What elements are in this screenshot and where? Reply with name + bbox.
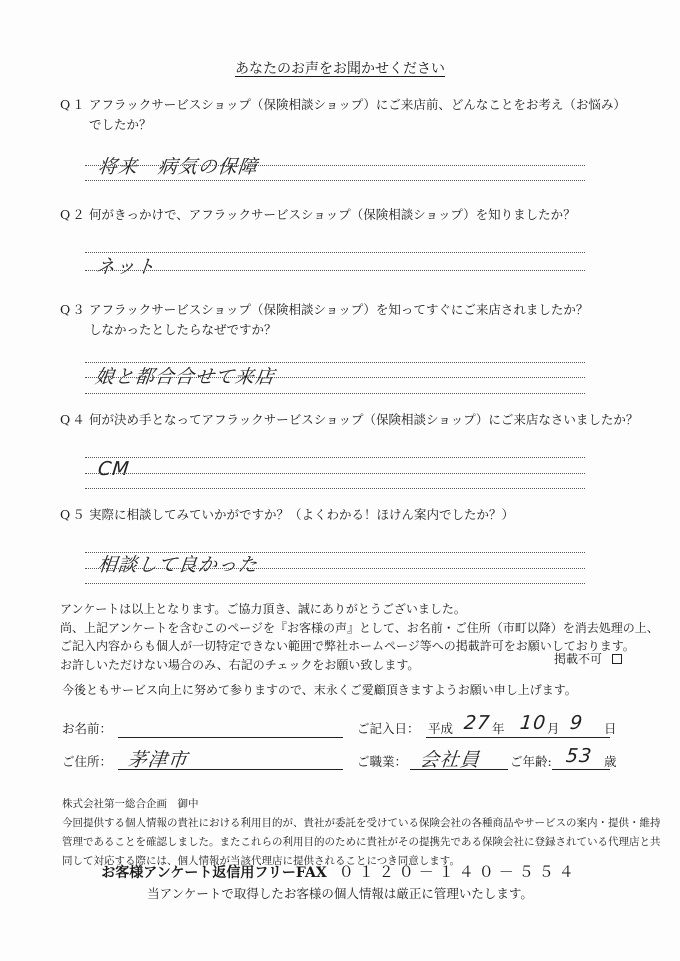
- fax-label: お客様アンケート返信用フリーFAX: [101, 865, 327, 881]
- answer-2[interactable]: ネット: [94, 256, 158, 278]
- notice-text: アンケートは以上となります。ご協力頂き、誠にありがとうございました。 尚、上記アンケートを含むこのページを『お客様の声』として、お名前・ご住所（市町以降）を消去処理の上、 ご記入内容からも個人が一切特定できない範囲で弊社ホームページ等への掲載許可をお願いしております。 お許しいただけない場合のみ、右記のチェックをお願い致します。: [60, 602, 659, 672]
- age-underline: [552, 769, 610, 770]
- question-text-cont: でしたか？: [89, 117, 152, 132]
- consent-text: 株式会社第一総合企画 御中 今回提供する個人情報の貴社における利用目的が、貴社が委託を受けている保険会社の各種商品やサービスの案内・提供・維持 管理であることを確認しました。またこれらの利用目的のために貴社がその提携先である保険会社に登録されている代理店と共 同して対応する際には、個人情報が当該代理店に提供されることにつき同意します。: [62, 795, 662, 871]
- question-text: アフラックサービスショップ（保険相談ショップ）を知ってすぐにご来店されましたか？: [89, 302, 589, 317]
- answer-1[interactable]: 将来 病気の保障: [96, 156, 260, 178]
- day-unit: 日: [604, 721, 617, 736]
- answer-4[interactable]: CM: [96, 458, 131, 480]
- question-3: [60, 300, 660, 340]
- year-unit: 年: [492, 721, 505, 736]
- name-label: お名前：: [62, 721, 113, 736]
- answer-line: [85, 488, 585, 489]
- date-underline: [426, 737, 610, 738]
- question-text: アフラックサービスショップ（保険相談ショップ）にご来店前、どんなことをお考え（お悩み）: [89, 97, 626, 112]
- form-title: あなたのお声をお聞かせください: [235, 61, 445, 77]
- question-number: Q２: [60, 207, 87, 222]
- answer-line: [85, 180, 585, 181]
- answer-line: [85, 165, 585, 166]
- question-2: [60, 205, 660, 225]
- age-label: ご年齢:: [510, 754, 552, 769]
- answer-line: [85, 457, 585, 458]
- answer-5[interactable]: 相談して良かった: [96, 554, 260, 576]
- month-unit: 月: [547, 721, 560, 736]
- month-field[interactable]: 10: [518, 712, 548, 734]
- answer-3[interactable]: 娘と都合合せて来店: [93, 366, 277, 388]
- no-publish-option: [554, 650, 622, 667]
- privacy-footer: 当アンケートで取得したお客様の個人情報は厳正に管理いたします。: [147, 886, 533, 901]
- year-field[interactable]: 27: [462, 712, 492, 734]
- question-number: Q３: [60, 302, 87, 317]
- question-4: [60, 410, 660, 430]
- address-label: ご住所：: [62, 754, 113, 769]
- name-underline: [118, 737, 343, 738]
- fax-number: ０１２０－１４０－５５４: [338, 863, 579, 881]
- answer-line: [85, 252, 585, 253]
- fax-info: [0, 861, 680, 882]
- age-unit: 歳: [604, 754, 617, 769]
- question-1: [60, 95, 660, 135]
- age-field[interactable]: 53: [564, 745, 594, 767]
- question-number: Q４: [60, 412, 87, 427]
- no-publish-checkbox[interactable]: [612, 654, 622, 664]
- day-field[interactable]: 9: [568, 712, 585, 734]
- answer-line: [85, 270, 585, 271]
- question-number: Q５: [60, 507, 87, 522]
- question-text: 何が決め手となってアフラックサービスショップ（保険相談ショップ）にご来店なさいましたか？: [89, 412, 639, 427]
- answer-line: [85, 377, 585, 378]
- answer-line: [85, 568, 585, 569]
- date-label: ご記入日：: [357, 721, 420, 736]
- answer-line: [85, 393, 585, 394]
- question-number: Q１: [60, 97, 87, 112]
- address-field[interactable]: 茅津市: [126, 749, 190, 771]
- closing-text: 今後ともサービス向上に努めて参りますので、末永くご愛顧頂きますようお願い申し上げます。: [62, 683, 577, 697]
- occupation-field[interactable]: 会社員: [418, 749, 482, 771]
- answer-line: [85, 473, 585, 474]
- era-label: 平成: [428, 721, 454, 736]
- question-text-cont: しなかったとしたらなぜですか？: [89, 322, 277, 337]
- question-text: 何がきっかけで、アフラックサービスショップ（保険相談ショップ）を知りましたか？: [89, 207, 576, 222]
- answer-line: [85, 552, 585, 553]
- no-publish-label: 掲載不可: [554, 652, 603, 666]
- question-text: 実際に相談してみていかがですか？（よくわかる！ほけん案内でしたか？）: [89, 507, 515, 522]
- occupation-label: ご職業：: [357, 754, 408, 769]
- consent-addressee: 株式会社第一総合企画 御中: [62, 798, 199, 810]
- answer-line: [85, 362, 585, 363]
- question-5: [60, 505, 660, 525]
- answer-line: [85, 583, 585, 584]
